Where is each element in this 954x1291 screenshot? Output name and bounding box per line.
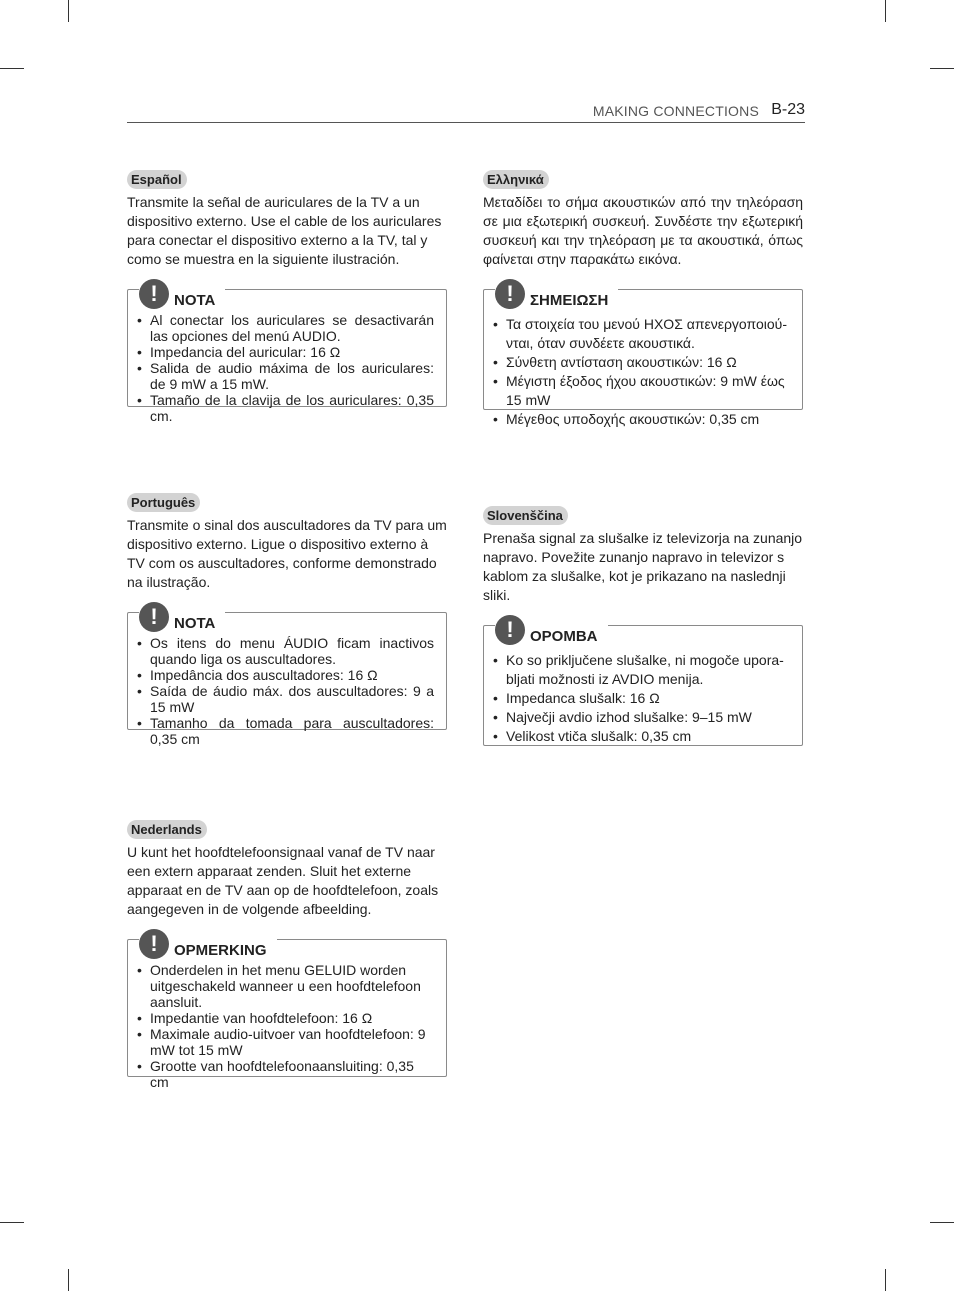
- exclamation-icon: !: [139, 929, 169, 959]
- section-slovenscina: [483, 506, 803, 746]
- note-list: [492, 651, 790, 746]
- language-tag: Ελληνικά: [483, 170, 549, 189]
- note-list: [136, 312, 434, 424]
- section-nederlands: [127, 820, 447, 1090]
- note-header: [495, 275, 618, 309]
- list-item: • Tamaño de la clavija de los auriculares: 0,35 cm.: [150, 392, 434, 424]
- note-box: [127, 604, 447, 747]
- note-box: [483, 617, 803, 746]
- note-box: [127, 281, 447, 424]
- exclamation-icon: !: [495, 615, 525, 645]
- list-item: • Impedância dos auscultadores: 16 Ω: [150, 667, 434, 683]
- note-title: OPOMBA: [530, 628, 598, 645]
- note-list: [492, 315, 790, 429]
- list-item: • Σύνθετη αντίσταση ακουστικών: 16 Ω: [506, 353, 790, 372]
- description: Transmite la señal de auriculares de la TV a un dispositivo externo. Use el cable de los auriculares para conectar el dispositivo externo a la TV, tal y como se muestra en la siguiente ilustración.: [127, 194, 442, 267]
- crop-mark: [885, 0, 886, 22]
- description: U kunt het hoofdtelefoonsignaal vanaf de TV naar een extern apparaat zenden. Sluit het externe apparaat en de TV aan op de hoofdtelefoon, zoals aangegeven in de volgende afbeelding.: [127, 844, 439, 917]
- list-item: • Saída de áudio máx. dos auscultadores: 9 a 15 mW: [150, 683, 434, 715]
- note-header: [495, 611, 608, 645]
- note-title: NOTA: [174, 615, 216, 632]
- language-tag: Slovenščina: [483, 506, 568, 525]
- note-title: ΣΗΜΕΙΩΣΗ: [530, 292, 609, 309]
- section-portugues: [127, 493, 447, 747]
- exclamation-icon: !: [495, 279, 525, 309]
- list-item: • Največji avdio izhod slušalke: 9–15 mW: [506, 708, 790, 727]
- crop-mark: [68, 0, 69, 22]
- list-item: • Impedantie van hoofdtelefoon: 16 Ω: [150, 1010, 434, 1026]
- section-ellinika: [483, 170, 803, 427]
- crop-mark: [930, 68, 954, 69]
- list-item: • Maximale audio-uitvoer van hoofdtelefoon: 9 mW tot 15 mW: [150, 1026, 434, 1058]
- note-title: OPMERKING: [174, 942, 267, 959]
- crop-mark: [68, 1269, 69, 1291]
- note-header: [139, 275, 225, 309]
- language-tag: Português: [127, 493, 200, 512]
- note-box: [483, 281, 803, 427]
- page-number: B-23: [771, 101, 805, 118]
- crop-mark: [930, 1222, 954, 1223]
- description: Prenaša signal za slušalke iz televizorja na zunanjo napravo. Povežite zunanjo napravo in televizor s kablom za slušalke, kot je prikazano na naslednji sliki.: [483, 530, 803, 603]
- list-item: • Salida de audio máxima de los auriculares: de 9 mW a 15 mW.: [150, 360, 434, 392]
- list-item: • Tamanho da tomada para auscultadores: 0,35 cm: [150, 715, 434, 747]
- crop-mark: [885, 1269, 886, 1291]
- description: Μεταδίδει το σήμα ακουστικών από την τηλεόραση σε μια εξωτερική συσκευή. Συνδέστε την εξωτερική συσκευή και την τηλεόραση με τα ακουστικά, όπως φαίνεται στην παρακάτω εικόνα.: [483, 194, 803, 267]
- list-item: • Al conectar los auriculares se desactivarán las opciones del menú AUDIO.: [150, 312, 434, 344]
- list-item: • Ko so priključene slušalke, ni mogoče upora-bljati možnosti iz AVDIO menija.: [506, 651, 790, 689]
- list-item: • Velikost vtiča slušalk: 0,35 cm: [506, 727, 790, 746]
- note-header: [139, 925, 277, 959]
- list-item: • Τα στοιχεία του μενού ΗΧΟΣ απενεργοποιού-νται, όταν συνδέετε ακουστικά.: [506, 315, 790, 353]
- page-header: [127, 100, 805, 123]
- description: Transmite o sinal dos auscultadores da TV para um dispositivo externo. Ligue o dispositivo externo à TV com os auscultadores, conforme demonstrado na ilustração.: [127, 517, 447, 590]
- list-item: • Grootte van hoofdtelefoonaansluiting: 0,35 cm: [150, 1058, 434, 1090]
- note-title: NOTA: [174, 292, 216, 309]
- crop-mark: [0, 68, 24, 69]
- note-list: [136, 635, 434, 747]
- note-box: [127, 931, 447, 1090]
- list-item: • Μέγεθος υποδοχής ακουστικών: 0,35 cm: [506, 410, 790, 429]
- language-tag: Nederlands: [127, 820, 207, 839]
- list-item: • Μέγιστη έξοδος ήχου ακουστικών: 9 mW έως 15 mW: [506, 372, 790, 410]
- section-title: MAKING CONNECTIONS: [592, 103, 759, 119]
- language-tag: Español: [127, 170, 187, 189]
- list-item: • Onderdelen in het menu GELUID worden uitgeschakeld wanneer u een hoofdtelefoon aansluit.: [150, 962, 434, 1010]
- crop-mark: [0, 1222, 24, 1223]
- list-item: • Impedanca slušalk: 16 Ω: [506, 689, 790, 708]
- list-item: • Impedancia del auricular: 16 Ω: [150, 344, 434, 360]
- exclamation-icon: !: [139, 279, 169, 309]
- list-item: • Os itens do menu ÁUDIO ficam inactivos quando liga os auscultadores.: [150, 635, 434, 667]
- section-espanol: [127, 170, 447, 424]
- note-list: [136, 962, 434, 1090]
- note-header: [139, 598, 225, 632]
- exclamation-icon: !: [139, 602, 169, 632]
